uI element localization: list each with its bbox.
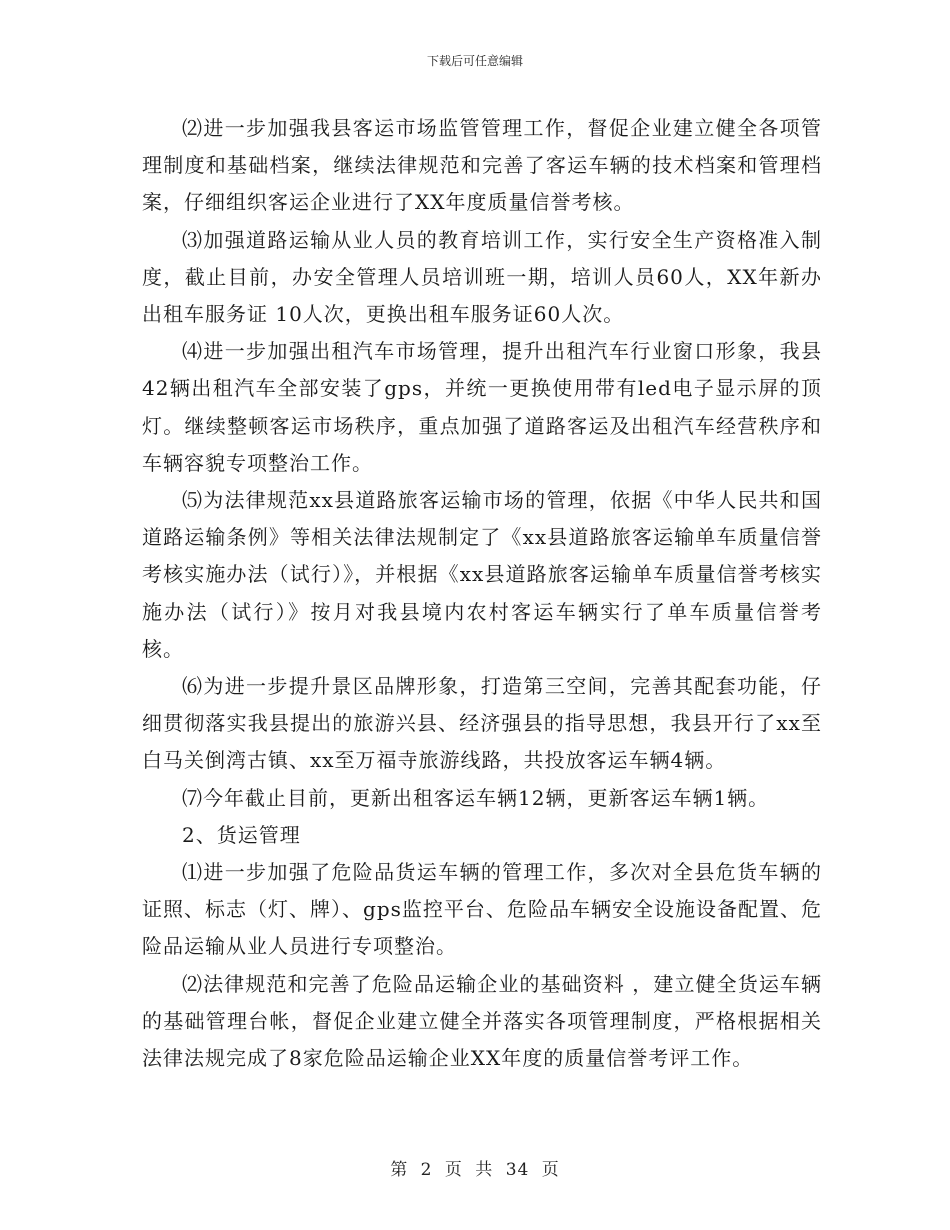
paragraph-tourism-routes: ⑹为进一步提升景区品牌形象，打造第三空间，完善其配套功能，仔细贯彻落实我县提出的旅游兴县、经济强县的指导思想，我县开行了xx至白马关倒湾古镇、xx至万福寺旅游线路，共投放客运车辆4辆。 bbox=[142, 674, 822, 773]
paragraph-hazardous-enterprises: ⑵法律规范和完善了危险品运输企业的基础资料 ，建立健全货运车辆的基础管理台帐，督促企业建立健全并落实各项管理制度，严格根据相关法律法规完成了8家危险品运输企业XX年度的质量信誉考评工作。 bbox=[142, 971, 822, 1071]
paragraph-vehicle-renewal: ⑺今年截止目前，更新出租客运车辆12辆，更新客运车辆1辆。 bbox=[182, 785, 770, 810]
document-body bbox=[142, 110, 822, 1077]
paragraph-taxi-management: ⑷进一步加强出租汽车市场管理，提升出租汽车行业窗口形象，我县42辆出租汽车全部安装了gps，并统一更换使用带有led电子显示屏的顶灯。继续整顿客运市场秩序，重点加强了道路客运及出租汽车经营秩序和车辆容貌专项整治工作。 bbox=[142, 339, 822, 475]
page-header: 下载后可任意编辑 bbox=[426, 54, 523, 68]
paragraph-staff-training: ⑶加强道路运输从业人员的教育培训工作，实行安全生产资格准入制度，截止目前，办安全管理人员培训班一期，培训人员60人，XX年新办出租车服务证 10人次，更换出租车服务证60人次。 bbox=[142, 227, 822, 327]
paragraph-passenger-supervision: ⑵进一步加强我县客运市场监管管理工作，督促企业建立健全各项管理制度和基础档案，继续法律规范和完善了客运车辆的技术档案和管理档案，仔细组织客运企业进行了XX年度质量信誉考核。 bbox=[142, 116, 822, 215]
paragraph-hazardous-vehicles: ⑴进一步加强了危险品货运车辆的管理工作，多次对全县危货车辆的证照、标志（灯、牌）、gps监控平台、危险品车辆安全设施设备配置、危险品运输从业人员进行专项整治。 bbox=[142, 860, 822, 959]
paragraph-credit-assessment: ⑸为法律规范xx县道路旅客运输市场的管理，依据《中华人民共和国道路运输条例》等相关法律法规制定了《xx县道路旅客运输单车质量信誉考核实施办法（试行）》，并根据《xx县道路旅客运输单车质量信誉考核实施办法（试行）》按月对我县境内农村客运车辆实行了单车质量信誉考核。 bbox=[142, 488, 822, 661]
section-heading-freight: 2、货运管理 bbox=[182, 822, 301, 847]
page-number: 第 2 页 共 34 页 bbox=[390, 1160, 560, 1180]
